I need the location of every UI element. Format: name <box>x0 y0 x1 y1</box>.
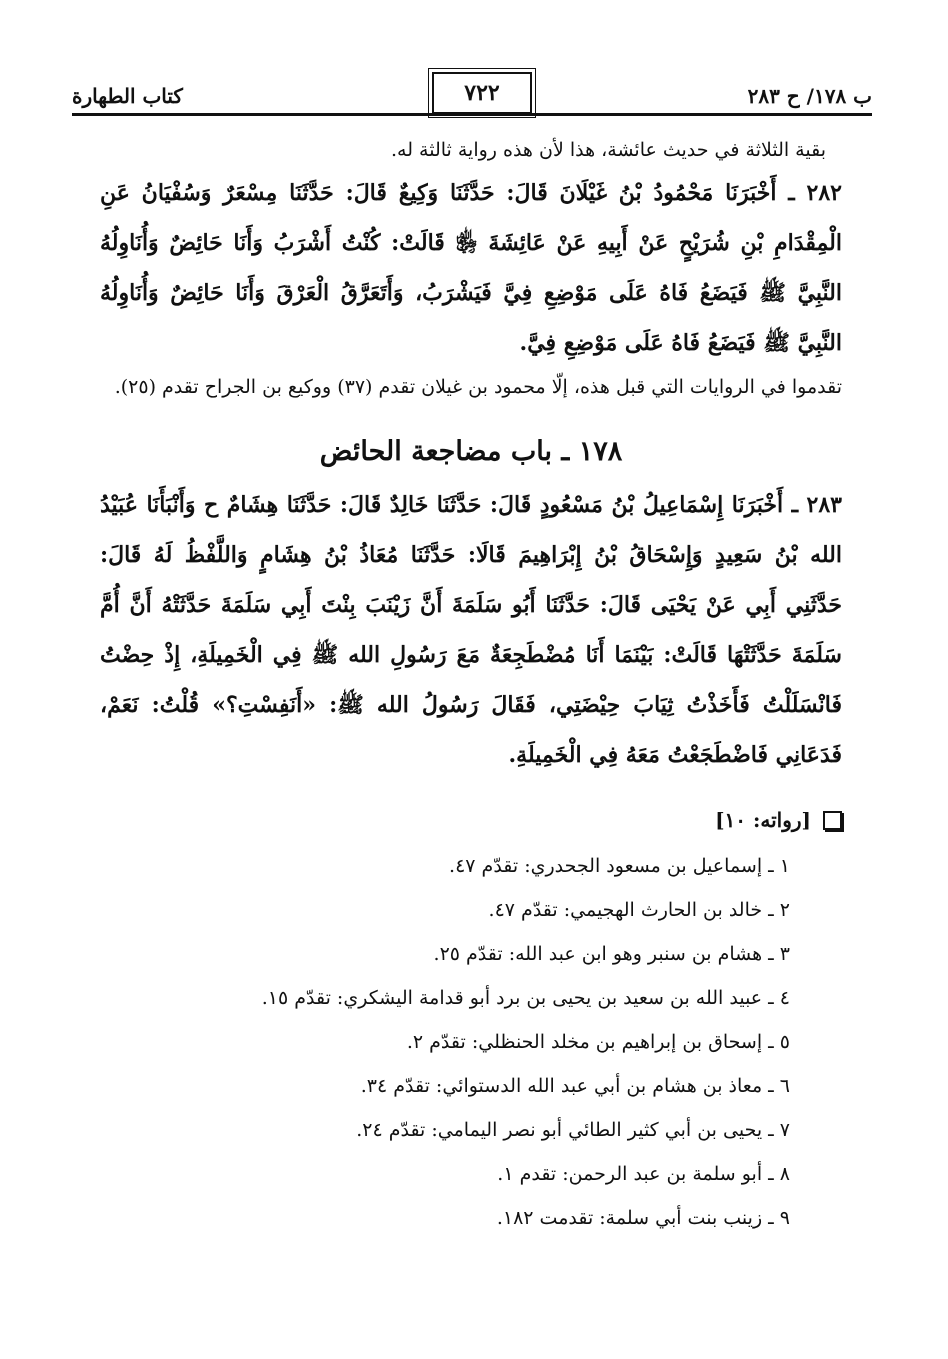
hadith-283 <box>100 480 842 780</box>
narrators-title: [رواته: ١٠] <box>715 808 811 832</box>
chapter-hadith-ref: ب ١٧٨/ ح ٢٨٣ <box>747 84 872 108</box>
narrator-item: ٧ ـ يحيى بن أبي كثير الطائي أبو نصر اليمامي: تقدّم ٢٤. <box>356 1119 790 1141</box>
hadith-number: ٢٨٢ ـ <box>788 180 842 206</box>
running-header <box>72 68 872 120</box>
narrators-heading <box>100 802 842 838</box>
narrators-list <box>100 844 842 1240</box>
page-number: ٧٢٢ <box>432 72 532 114</box>
narrator-item: ٢ ـ خالد بن الحارث الهجيمي: تقدّم ٤٧. <box>488 899 790 921</box>
chapter-title: ١٧٨ ـ باب مضاجعة الحائض <box>319 436 623 467</box>
narrator-item: ١ ـ إسماعيل بن مسعود الجحدري: تقدّم ٤٧. <box>449 855 790 877</box>
narrator-item: ٩ ـ زينب بنت أبي سلمة: تقدمت ١٨٢. <box>496 1207 790 1229</box>
hadith-text: أَخْبَرَنَا إِسْمَاعِيلُ بْنُ مَسْعُودٍ قَالَ: حَدَّثَنَا خَالِدٌ قَالَ: حَدَّثَنَا هِشَامٌ ح وَأَنْبَأَنَا عُبَيْدُ الله بْنُ سَعِيدٍ وَإِسْحَاقُ بْنُ إِبْرَاهِيمَ قَالَا: حَدَّثَنَا مُعَاذُ بْنُ هِشَامٍ وَاللَّفْظُ لَهُ قَالَ: حَدَّثَنِي أَبِي عَنْ يَحْيَى قَالَ: حَدَّثَنَا أَبُو سَلَمَةَ أَنَّ زَيْنَبَ بِنْتَ أَبِي سَلَمَةَ حَدَّثَتْهُ أَنَّ أُمَّ سَلَمَةَ حَدَّثَتْهَا قَالَتْ: بَيْنَمَا أَنَا مُضْطَجِعَةٌ مَعَ رَسُولِ الله ﷺ فِي الْخَمِيلَةِ، إِذْ حِضْتُ فَانْسَلَلْتُ فَأَخَذْتُ ثِيَابَ حِيْضَتِي، فَقَالَ رَسُولُ الله ﷺ: «أَنَفِسْتِ؟» قُلْتُ: نَعَمْ، فَدَعَانِي فَاضْطَجَعْتُ مَعَهُ فِي الْخَمِيلَةِ. <box>100 492 842 768</box>
checkbox-square-icon <box>823 811 842 830</box>
narrator-item: ٨ ـ أبو سلمة بن عبد الرحمن: تقدم ١. <box>497 1163 790 1185</box>
hadith-number: ٢٨٣ ـ <box>791 492 842 518</box>
hadith-282-comment: تقدموا في الروايات التي قبل هذه، إلّا محمود بن غيلان تقدم (٣٧) ووكيع بن الجراح تقدم (٢٥). <box>114 376 842 398</box>
header-divider <box>72 113 872 120</box>
narrator-item: ٤ ـ عبيد الله بن سعيد بن يحيى بن برد أبو قدامة اليشكري: تقدّم ١٥. <box>261 987 790 1009</box>
intro-note: بقية الثلاثة في حديث عائشة، هذا لأن هذه رواية ثالثة له. <box>390 139 826 161</box>
hadith-282 <box>100 168 842 368</box>
book-title: كتاب الطهارة <box>72 84 183 108</box>
narrator-item: ٥ ـ إسحاق بن إبراهيم بن مخلد الحنظلي: تقدّم ٢. <box>406 1031 790 1053</box>
hadith-text: أَخْبَرَنَا مَحْمُودُ بْنُ غَيْلَانَ قَالَ: حَدَّثَنَا وَكِيعٌ قَالَ: حَدَّثَنَا مِسْعَرٌ وَسُفْيَانُ عَنِ الْمِقْدَامِ بْنِ شُرَيْحٍ عَنْ أَبِيهِ عَنْ عَائِشَةَ ﵂ قَالَتْ: كُنْتُ أَشْرَبُ وَأَنَا حَائِضٌ وَأُنَاوِلُهُ النَّبِيَّ ﷺ فَيَضَعُ فَاهُ عَلَى مَوْضِعِ فِيَّ فَيَشْرَبُ، وَأَتَعَرَّقُ الْعَرْقَ وَأَنَا حَائِضٌ وَأُنَاوِلُهُ النَّبِيَّ ﷺ فَيَضَعُ فَاهُ عَلَى مَوْضِعِ فِيَّ. <box>100 180 842 356</box>
page-body <box>100 132 842 1240</box>
narrator-item: ٣ ـ هشام بن سنبر وهو ابن عبد الله: تقدّم ٢٥. <box>433 943 790 965</box>
narrator-item: ٦ ـ معاذ بن هشام بن أبي عبد الله الدستوائي: تقدّم ٣٤. <box>360 1075 790 1097</box>
